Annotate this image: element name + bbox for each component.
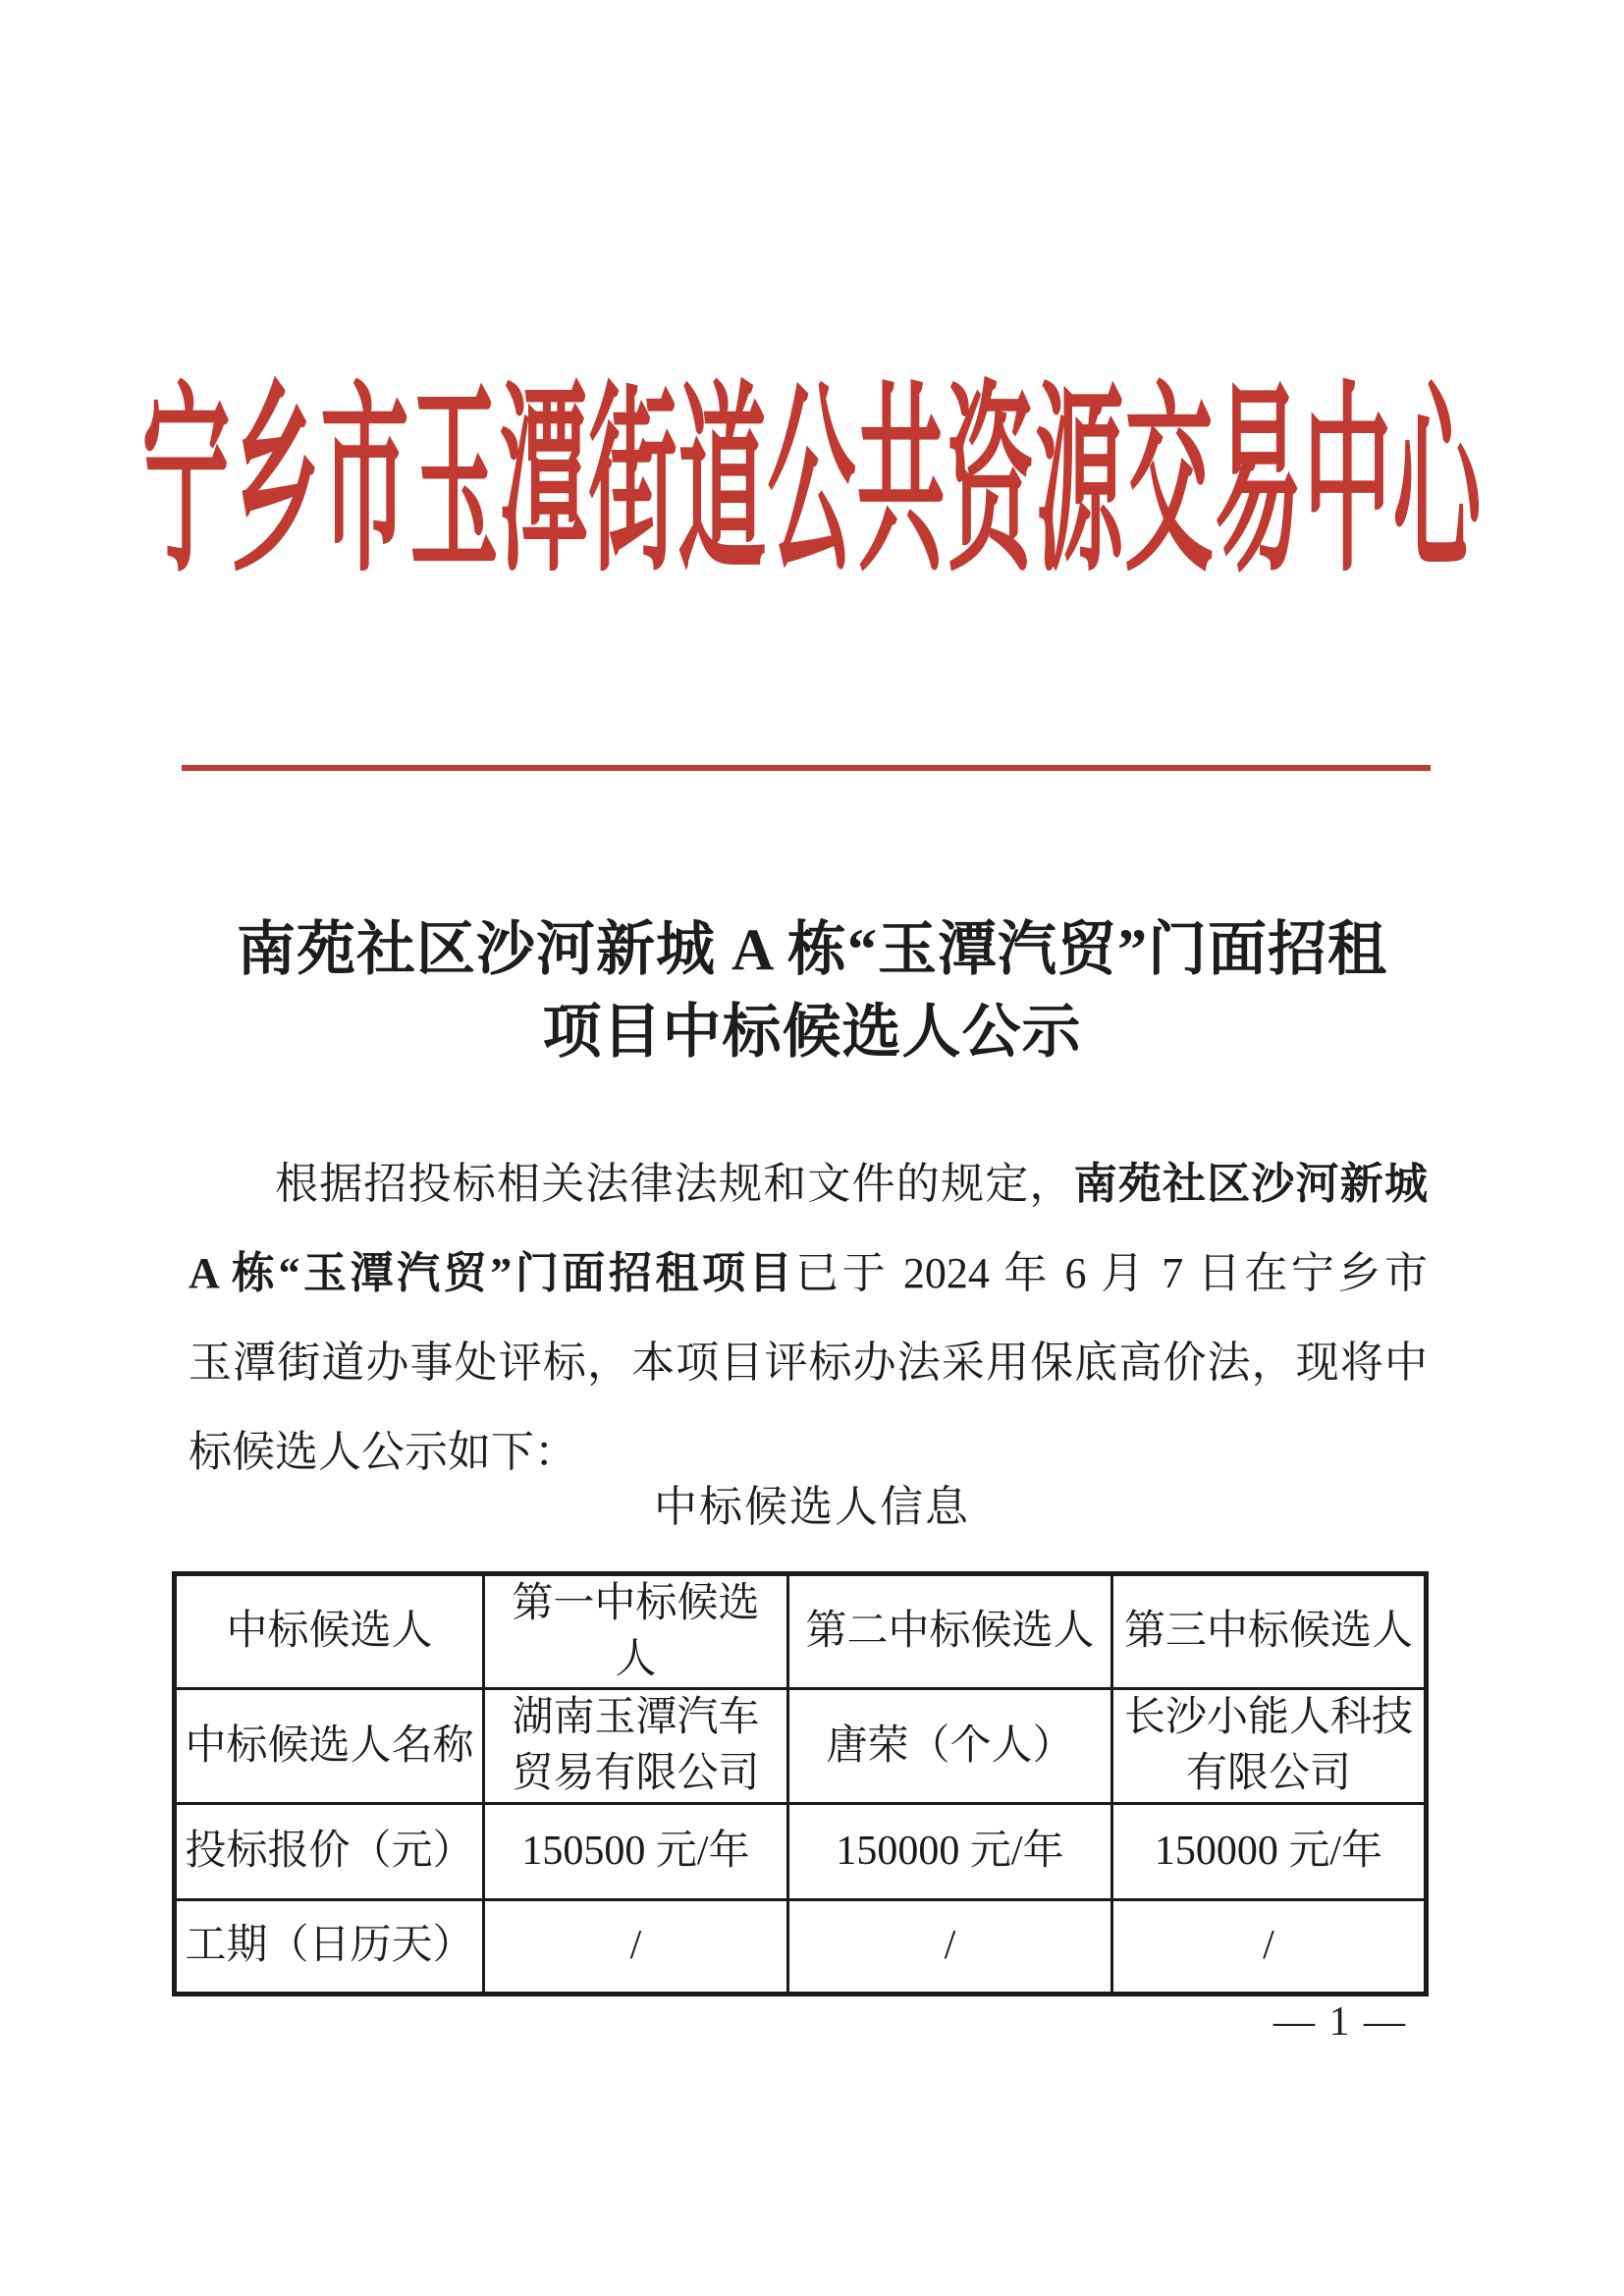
body-line (189, 1139, 1428, 1229)
value-cell: 长沙小能人科技有限公司 (1112, 1689, 1427, 1803)
letterhead-divider-rule (182, 765, 1431, 771)
bold-text-run: A 栋“玉潭汽贸”门面招租项目 (189, 1249, 796, 1297)
text-run: 标候选人公示如下： (189, 1428, 577, 1476)
organization-name: 宁乡市玉潭街道公共资源交易中心 (141, 373, 1483, 597)
value-cell: / (484, 1899, 788, 1994)
body-line (189, 1318, 1428, 1407)
value-cell: / (788, 1899, 1112, 1994)
document-title (0, 908, 1624, 1073)
table-header-cell: 第三中标候选人 (1112, 1574, 1427, 1689)
table-caption: 中标候选人信息 (654, 1483, 970, 1531)
bold-text-run: 南苑社区沙河新城 (1073, 1160, 1429, 1208)
value-cell: 150000 元/年 (788, 1803, 1112, 1899)
value-cell: 150500 元/年 (484, 1803, 788, 1899)
text-run: 已于 2024 年 6 月 7 日在宁乡市 (795, 1249, 1428, 1297)
text-run: 玉潭街道办事处评标，本项目评标办法采用保底高价法，现将中 (189, 1339, 1428, 1387)
page-number: — 1 — (1273, 1999, 1407, 2045)
letterhead (0, 346, 1624, 597)
table-header-cell: 第二中标候选人 (788, 1574, 1112, 1689)
row-label-cell: 中标候选人名称 (175, 1689, 484, 1803)
table-header-cell: 中标候选人 (175, 1574, 484, 1689)
table-row (175, 1689, 1427, 1803)
value-cell: 湖南玉潭汽车贸易有限公司 (484, 1689, 788, 1803)
table-row (175, 1803, 1427, 1899)
table-header-row (175, 1574, 1427, 1689)
candidates-table (172, 1571, 1429, 1996)
document-title-line2: 项目中标候选人公示 (542, 1000, 1082, 1065)
row-label-cell: 投标报价（元） (175, 1803, 484, 1899)
text-run: 根据招投标相关法律法规和文件的规定， (275, 1160, 1074, 1208)
row-label-cell: 工期（日历天） (175, 1899, 484, 1994)
value-cell: 150000 元/年 (1112, 1803, 1427, 1899)
body-paragraph (189, 1139, 1428, 1497)
table-header-cell: 第一中标候选人 (484, 1574, 788, 1689)
document-title-line1: 南苑社区沙河新城 A 栋“玉潭汽贸”门面招租 (236, 917, 1388, 982)
body-line (189, 1229, 1428, 1318)
value-cell: / (1112, 1899, 1427, 1994)
value-cell: 唐荣（个人） (788, 1689, 1112, 1803)
table-row (175, 1899, 1427, 1994)
